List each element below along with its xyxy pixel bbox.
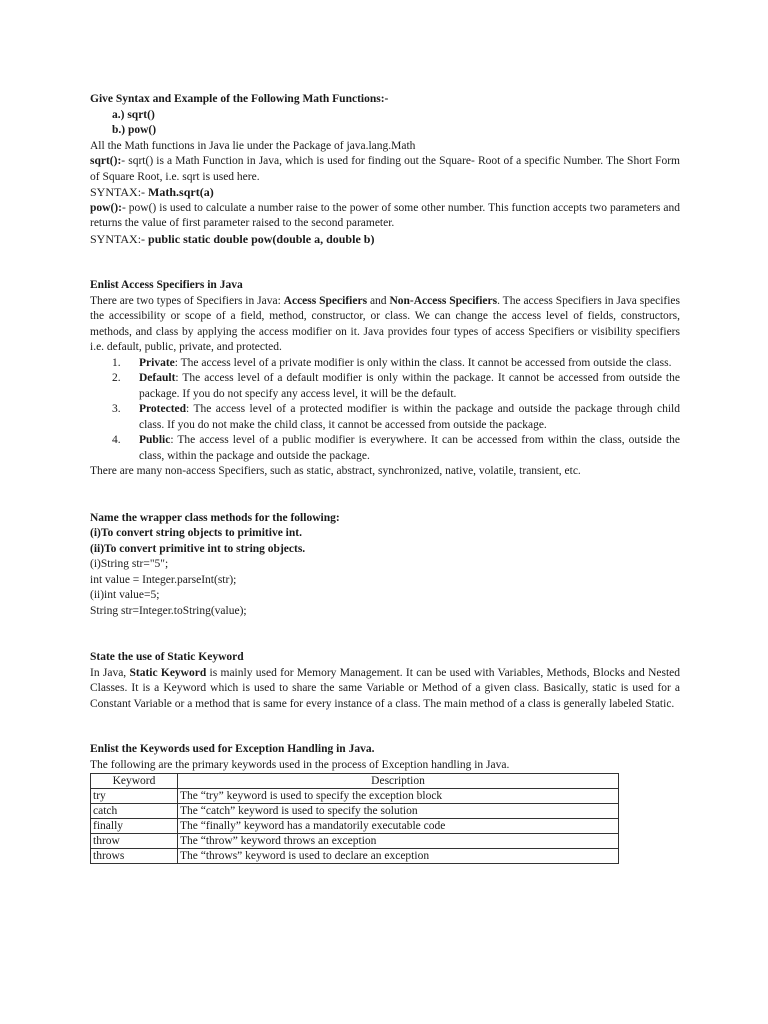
access-specifier-list xyxy=(90,356,680,465)
keyword-cell: finally xyxy=(91,819,178,834)
description-cell: The “try” keyword is used to specify the exception block xyxy=(178,789,619,804)
description-cell: The “catch” keyword is used to specify the solution xyxy=(178,804,619,819)
sqrt-syntax-label: SYNTAX:- xyxy=(90,185,149,199)
code-line: (i)String str="5"; xyxy=(90,558,169,570)
paragraph-static xyxy=(90,666,680,713)
question-i: (i)To convert string objects to primitive int. xyxy=(90,527,302,539)
table-row xyxy=(91,819,619,834)
exception-keywords-table xyxy=(90,773,619,864)
list-item-a: a.) sqrt() xyxy=(112,108,155,121)
access-specifiers-term: Access Specifiers xyxy=(283,294,368,307)
code-line: int value = Integer.parseInt(str); xyxy=(90,573,237,586)
list-item xyxy=(90,371,680,402)
list-term: Default xyxy=(139,372,176,384)
list-number: 4. xyxy=(112,434,121,446)
static-text-start: In Java, xyxy=(90,666,130,679)
paragraph-sqrt xyxy=(90,154,680,185)
list-item xyxy=(90,356,680,372)
list-term: Protected xyxy=(139,403,187,415)
paragraph-non-access: There are many non-access Specifiers, such as static, abstract, synchronized, native, volatile, transient, etc. xyxy=(90,465,581,477)
list-text: : The access level of a protected modifier is within the package and outside the package through child class. If you do not make the child class, it cannot be accessed from outside the package. xyxy=(139,403,680,431)
sqrt-description: - sqrt() is a Math Function in Java, which is used for finding out the Square- Root of a specific Number. The Short Form of Square Root, i.e. sqrt is used here. xyxy=(90,155,680,183)
list-term: Public xyxy=(139,434,171,446)
access-intro-rest: . The access Specifiers in Java specifies the accessibility or scope of a field, method, constructor, or class. We can change the access level of fields, constructors, methods, and class by applying the access modifier on it. Java provides four types of access Specifiers or visibility specifiers i.e. default, public, private, and protected. xyxy=(90,294,680,353)
static-keyword-term: Static Keyword xyxy=(129,666,207,679)
column-header-keyword: Keyword xyxy=(91,774,178,789)
keyword-cell: throws xyxy=(91,849,178,864)
sqrt-syntax: Math.sqrt(a) xyxy=(148,185,214,199)
list-item xyxy=(90,433,680,464)
table-row xyxy=(91,789,619,804)
pow-syntax: public static double pow(double a, double b) xyxy=(148,231,375,246)
description-cell: The “throws” keyword is used to declare an exception xyxy=(178,849,619,864)
column-header-description: Description xyxy=(178,774,619,789)
list-term: Private xyxy=(139,356,175,369)
code-line: (ii)int value=5; xyxy=(90,589,160,601)
code-line: String str=Integer.toString(value); xyxy=(90,604,247,617)
keyword-cell: throw xyxy=(91,834,178,849)
non-access-specifiers-term: Non-Access Specifiers xyxy=(389,294,498,307)
table-row xyxy=(91,834,619,849)
description-cell: The “finally” keyword has a mandatorily executable code xyxy=(178,819,619,834)
sqrt-syntax-line xyxy=(90,185,680,201)
paragraph-access-intro xyxy=(90,294,680,356)
list-item-b: b.) pow() xyxy=(112,124,157,136)
document-page xyxy=(90,92,680,864)
table-row xyxy=(91,804,619,819)
keyword-cell: try xyxy=(91,789,178,804)
section-heading-exception-keywords: Enlist the Keywords used for Exception Handling in Java. xyxy=(90,743,375,755)
access-intro-and: and xyxy=(367,294,390,307)
list-text: : The access level of a private modifier is only within the class. It cannot be accessed from outside the class. xyxy=(174,356,672,369)
question-ii: (ii)To convert primitive int to string objects. xyxy=(90,542,306,555)
list-text: : The access level of a default modifier is only within the package. It cannot be accessed from outside the package. If you do not specify any access level, it will be the default. xyxy=(139,372,680,400)
paragraph-pow xyxy=(90,201,680,232)
list-text: : The access level of a public modifier is everywhere. It can be accessed from within the class, outside the class, within the package and outside the package. xyxy=(139,434,680,462)
keyword-cell: catch xyxy=(91,804,178,819)
section-heading-wrapper-class: Name the wrapper class methods for the following: xyxy=(90,511,340,524)
table-row xyxy=(91,849,619,864)
list-number: 3. xyxy=(112,403,121,415)
list-number: 1. xyxy=(112,356,121,369)
section-heading-access-specifiers: Enlist Access Specifiers in Java xyxy=(90,279,243,291)
table-header-row xyxy=(91,774,619,789)
list-number: 2. xyxy=(112,372,121,384)
access-intro-text: There are two types of Specifiers in Java: xyxy=(90,294,284,307)
list-item xyxy=(90,402,680,433)
pow-description: - pow() is used to calculate a number raise to the power of some other number. This function accepts two parameters and returns the value of first parameter raised to the second parameter. xyxy=(90,201,680,229)
paragraph-math-intro: All the Math functions in Java lie under the Package of java.lang.Math xyxy=(90,139,416,152)
section-heading-math-functions: Give Syntax and Example of the Following Math Functions:- xyxy=(90,93,389,105)
section-heading-static-keyword: State the use of Static Keyword xyxy=(90,651,244,663)
pow-syntax-line xyxy=(90,232,680,248)
pow-term: pow(): xyxy=(90,201,122,214)
static-text-rest: is mainly used for Memory Management. It can be used with Variables, Methods, Blocks and Nested Classes. It is a Keyword which is used to share the same Variable or Method of a given class. Basically, static is used for a Constant Variable or a method that is same for every instance of a class. The main method of a class is generally labeled Static. xyxy=(90,666,680,710)
pow-syntax-label: SYNTAX:- xyxy=(90,231,149,246)
description-cell: The “throw” keyword throws an exception xyxy=(178,834,619,849)
paragraph-exception-intro: The following are the primary keywords used in the process of Exception handling in Java. xyxy=(90,758,510,771)
sqrt-term: sqrt(): xyxy=(90,155,122,167)
